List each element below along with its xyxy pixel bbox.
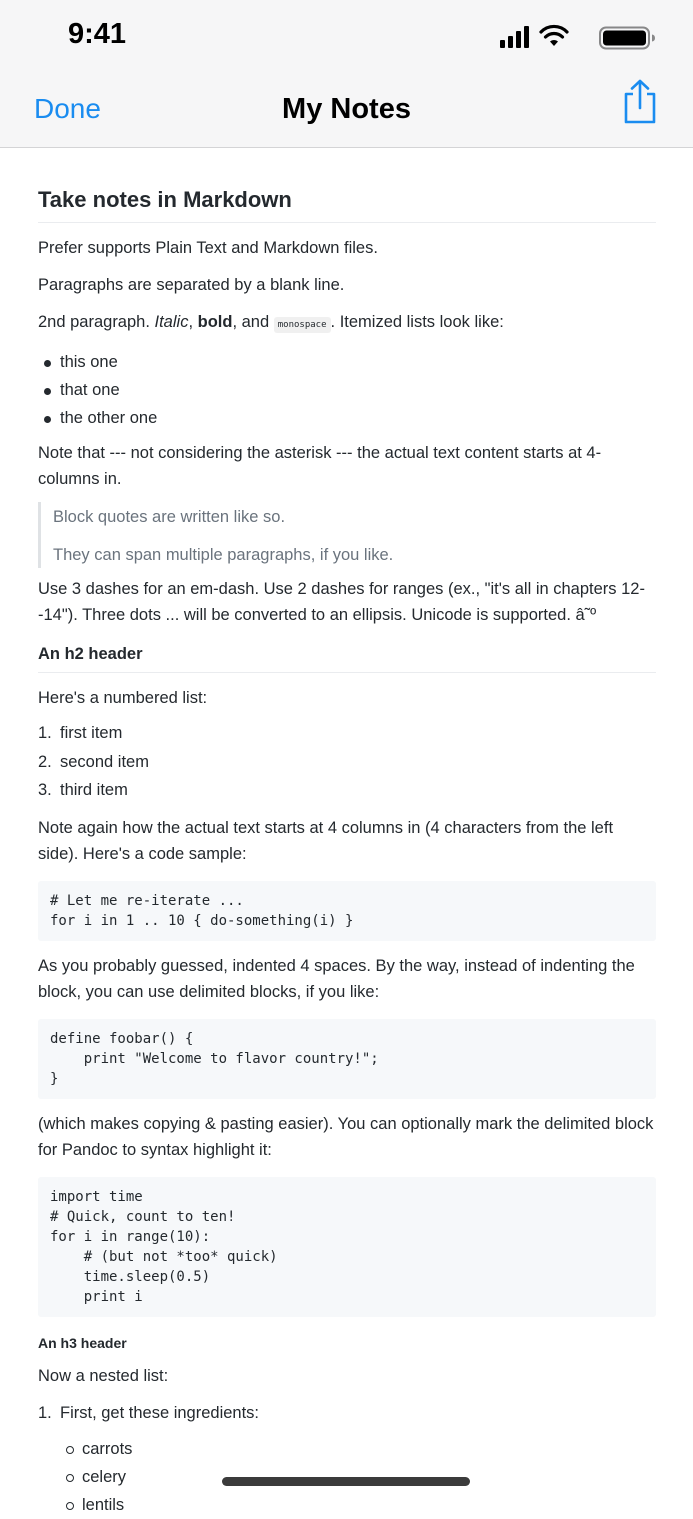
- paragraph: Paragraphs are separated by a blank line.: [38, 276, 345, 294]
- paragraph: As you probably guessed, indented 4 spaces. By the way, instead of indenting the block, you can use delimited blocks, if you like:: [38, 956, 635, 1001]
- list-item: celery: [38, 1463, 656, 1491]
- code-block: define foobar() { print "Welcome to flavor country!"; }: [38, 1019, 656, 1099]
- inline-code: monospace: [274, 317, 331, 333]
- italic-text: Italic: [154, 313, 189, 331]
- paragraph: Here's a numbered list:: [38, 689, 208, 707]
- list-item: the other one: [38, 404, 656, 432]
- list-item: this one: [38, 348, 656, 376]
- page-title: My Notes: [282, 93, 411, 125]
- quote-paragraph: They can span multiple paragraphs, if you like.: [53, 546, 394, 564]
- list-item: 1. first item: [38, 724, 123, 742]
- numbered-list: [38, 719, 656, 805]
- share-button[interactable]: [620, 78, 660, 124]
- list-item: that one: [38, 376, 656, 404]
- share-icon: [620, 78, 660, 124]
- nested-list: [38, 1399, 656, 1428]
- paragraph: Now a nested list:: [38, 1366, 169, 1385]
- paragraph: Note again how the actual text starts at 4 columns in (4 characters from the left side). Here's a code sample:: [38, 818, 614, 863]
- quote-paragraph: Block quotes are written like so.: [53, 508, 286, 526]
- code-block: # Let me re-iterate ... for i in 1 .. 10 { do-something(i) }: [38, 881, 656, 941]
- bold-text: bold: [197, 313, 233, 331]
- done-button[interactable]: Done: [34, 93, 101, 124]
- paragraph: Use 3 dashes for an em-dash. Use 2 dashes for ranges (ex., "it's all in chapters 12--14"). Three dots ... will be converted to an ellipsis. Unicode is supported. â˜º: [38, 580, 645, 624]
- battery-icon: [599, 26, 657, 50]
- note-content: [38, 170, 656, 1519]
- list-item: lentils: [38, 1491, 656, 1519]
- list-item: 3. third item: [38, 781, 128, 799]
- bullet-list: [38, 348, 656, 432]
- list-item: carrots: [38, 1435, 656, 1463]
- heading-1: Take notes in Markdown: [38, 186, 656, 223]
- list-item: 2. second item: [38, 752, 149, 771]
- wifi-icon: [539, 24, 569, 48]
- paragraph: Prefer supports Plain Text and Markdown files.: [38, 239, 378, 257]
- code-block: import time # Quick, count to ten! for i in range(10): # (but not *too* quick) time.sleep(0.5) print i: [38, 1177, 656, 1317]
- status-time: 9:41: [68, 18, 127, 50]
- heading-3: An h3 header: [38, 1334, 127, 1351]
- paragraph: Note that --- not considering the asterisk --- the actual text content starts at 4-columns in.: [38, 444, 602, 488]
- navigation-bar: [0, 0, 693, 148]
- paragraph: (which makes copying & pasting easier). You can optionally mark the delimited block for Pandoc to syntax highlight it:: [38, 1114, 654, 1159]
- paragraph-formatting: 2nd paragraph. Italic, bold, and monospace . Itemized lists look like:: [38, 313, 504, 331]
- heading-2: An h2 header: [38, 642, 656, 673]
- home-indicator[interactable]: [222, 1477, 470, 1486]
- list-item: 1. First, get these ingredients:: [38, 1403, 260, 1422]
- cellular-signal-icon: [500, 26, 530, 48]
- block-quote: [38, 502, 656, 568]
